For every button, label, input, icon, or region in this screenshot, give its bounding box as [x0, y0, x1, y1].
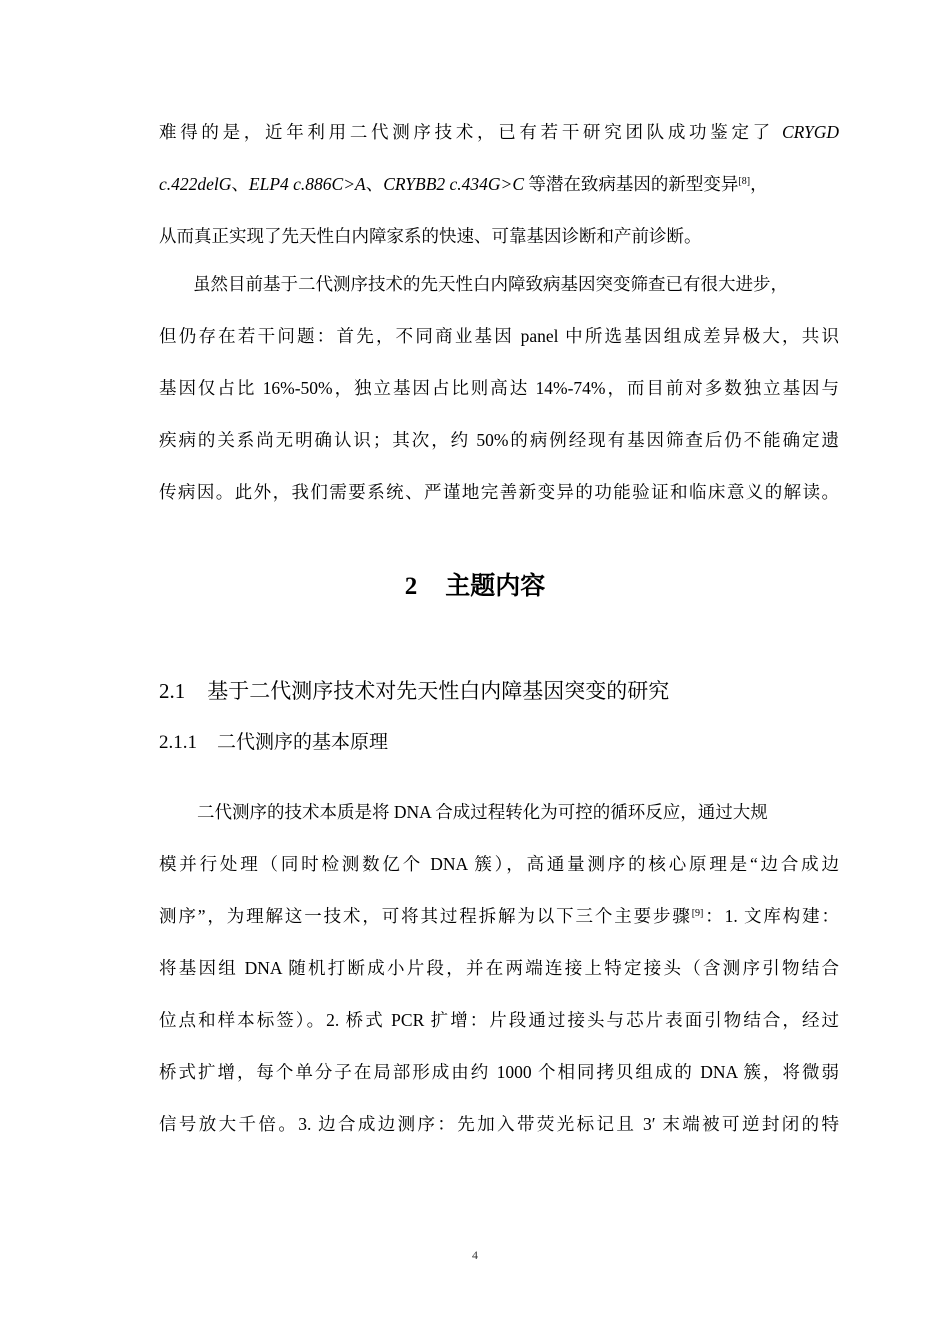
paragraph-3-line-5: 位点和样本标签）。2. 桥式 PCR 扩增：片段通过接头与芯片表面引物结合，经过 [159, 1010, 839, 1030]
paragraph-3-line-2: 模并行处理（同时检测数亿个 DNA 簇），高通量测序的核心原理是“边合成边 [159, 854, 839, 874]
paragraph-3-line-6: 桥式扩增，每个单分子在局部形成由约 1000 个相同拷贝组成的 DNA 簇，将微弱 [159, 1062, 839, 1082]
subsubsection-heading [159, 728, 388, 757]
paragraph-2-line-2: 但仍存在若干问题：首先，不同商业基因 panel 中所选基因组成差异极大，共识 [159, 326, 839, 346]
gene-variant: CRYBB2 c.434G>C [383, 174, 525, 194]
subsubsection-number: 2.1.1 [159, 732, 197, 753]
section-number: 2 [404, 573, 418, 600]
text-span: ， [750, 174, 768, 194]
gene-variant: c.422delG [159, 174, 232, 194]
gene-name: CRYGD [781, 122, 839, 142]
paragraph-1-line-1 [159, 120, 839, 144]
subsection-title: 基于二代测序技术对先天性白内障基因突变的研究 [207, 679, 670, 703]
citation: [8] [738, 176, 751, 187]
subsection-heading [159, 676, 669, 706]
paragraph-2-line-3: 基因仅占比 16%-50%，独立基因占比则高达 14%-74%，而目前对多数独立基因与 [159, 378, 839, 398]
paragraph-3-line-4: 将基因组 DNA 随机打断成小片段，并在两端连接上特定接头（含测序引物结合 [159, 958, 839, 978]
text-span: ：1. 文库构建： [703, 906, 840, 926]
page-number: 4 [472, 1248, 478, 1262]
subsection-number: 2.1 [159, 679, 186, 703]
paragraph-1-line-3: 从而真正实现了先天性白内障家系的快速、可靠基因诊断和产前诊断。 [159, 226, 702, 246]
section-heading [0, 568, 950, 605]
gene-variant: ELP4 c.886C>A [248, 174, 366, 194]
paragraph-2-line-1: 虽然目前基于二代测序技术的先天性白内障致病基因突变筛查已有很大进步， [193, 274, 788, 294]
paragraph-1-line-2 [159, 172, 768, 196]
paragraph-3-line-1: 二代测序的技术本质是将 DNA 合成过程转化为可控的循环反应，通过大规 [197, 802, 768, 822]
paragraph-3-line-3 [159, 904, 839, 928]
separator: 、 [231, 174, 249, 194]
text-span: 测序”，为理解这一技术，可将其过程拆解为以下三个主要步骤 [159, 906, 692, 926]
paragraph-3-line-7: 信号放大千倍。3. 边合成边测序：先加入带荧光标记且 3′ 末端被可逆封闭的特 [159, 1114, 839, 1134]
text-span: 等潜在致病基因的新型变异 [528, 174, 739, 194]
subsubsection-title: 二代测序的基本原理 [217, 731, 389, 753]
paragraph-2-line-4: 疾病的关系尚无明确认识；其次，约 50%的病例经现有基因筛查后仍不能确定遗 [159, 430, 839, 450]
citation: [9] [691, 908, 704, 919]
text-span: 难得的是，近年利用二代测序技术，已有若干研究团队成功鉴定了 [159, 122, 774, 142]
section-title: 主题内容 [445, 571, 546, 600]
separator: 、 [365, 174, 384, 194]
paragraph-2-line-5: 传病因。此外，我们需要系统、严谨地完善新变异的功能验证和临床意义的解读。 [159, 482, 839, 502]
